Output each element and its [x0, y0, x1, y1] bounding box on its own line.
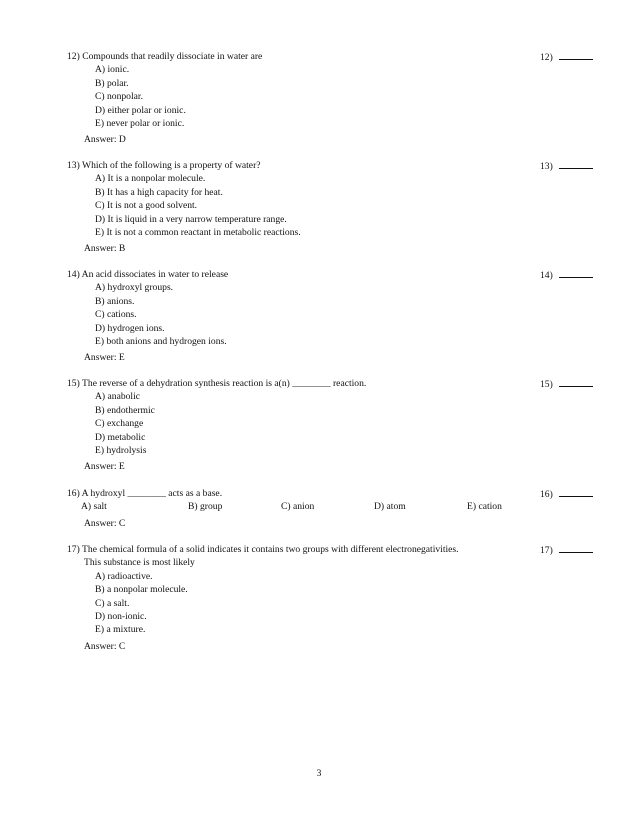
option-c: C) a salt.	[95, 597, 130, 609]
answer-blank-line	[559, 50, 593, 60]
option-d: D) non-ionic.	[95, 611, 147, 623]
option-e: E) both anions and hydrogen ions.	[95, 336, 227, 348]
question-number: 12)	[67, 51, 80, 62]
question-15	[67, 377, 602, 474]
option-a: A) It is a nonpolar molecule.	[95, 173, 206, 185]
question-text: The chemical formula of a solid indicates it contains two groups with different electronegativities.	[82, 544, 459, 555]
question-number: 16)	[67, 488, 80, 499]
option-a: A) ionic.	[95, 64, 130, 76]
option-b: B) anions.	[95, 295, 135, 307]
option-a: A) anabolic	[95, 391, 141, 403]
options-list	[67, 63, 602, 130]
answer-blank-label: 12)	[540, 50, 602, 64]
options-list	[67, 390, 602, 457]
question-number: 13)	[67, 160, 80, 171]
option-e: E) hydrolysis	[95, 445, 147, 457]
option-c: C) nonpolar.	[95, 91, 143, 103]
option-e: E) never polar or ionic.	[95, 118, 185, 130]
question-13	[67, 159, 602, 256]
page-number: 3	[316, 768, 322, 779]
option-b: B) group	[188, 501, 223, 513]
question-17	[67, 543, 602, 653]
question-number: 15)	[67, 378, 80, 389]
options-row	[67, 500, 602, 513]
answer-blank-line	[559, 268, 593, 278]
option-d: D) atom	[374, 501, 406, 513]
question-stem	[67, 543, 602, 556]
answer-blank-label: 14)	[540, 268, 602, 282]
option-a: A) hydroxyl groups.	[95, 282, 174, 294]
answer-blank-label: 17)	[540, 543, 602, 557]
option-a: A) salt	[81, 501, 107, 513]
answer-blank-line	[559, 543, 593, 553]
options-list	[67, 172, 602, 239]
question-stem	[67, 487, 602, 500]
option-c: C) exchange	[95, 418, 144, 430]
answer-blank-line	[559, 377, 593, 387]
answer-key: Answer: D	[84, 134, 126, 146]
option-a: A) radioactive.	[95, 570, 153, 582]
answer-key: Answer: C	[84, 517, 126, 529]
answer-blank-label: 16)	[540, 487, 602, 501]
option-e: E) It is not a common reactant in metabolic reactions.	[95, 227, 301, 239]
question-14	[67, 268, 602, 365]
option-d: D) either polar or ionic.	[95, 104, 186, 116]
option-d: D) metabolic	[95, 431, 146, 443]
answer-blank-line	[559, 487, 593, 497]
question-text-continued: This substance is most likely	[84, 557, 195, 569]
option-d: D) It is liquid in a very narrow temperature range.	[95, 213, 287, 225]
option-b: B) polar.	[95, 77, 129, 89]
options-list	[67, 281, 602, 348]
question-text: An acid dissociates in water to release	[81, 269, 229, 280]
answer-key: Answer: C	[84, 640, 126, 652]
question-text: Compounds that readily dissociate in water are	[82, 51, 263, 62]
question-12	[67, 50, 602, 147]
answer-blank-label: 13)	[540, 159, 602, 173]
option-e: E) a mixture.	[95, 624, 146, 636]
question-text: The reverse of a dehydration synthesis reaction is a(n) ________ reaction.	[82, 378, 367, 389]
option-c: C) cations.	[95, 309, 137, 321]
option-b: B) endothermic	[95, 404, 155, 416]
question-stem	[67, 50, 602, 63]
option-c: C) anion	[281, 501, 315, 513]
answer-key: Answer: E	[84, 461, 125, 473]
answer-key: Answer: B	[84, 243, 126, 255]
answer-blank-label: 15)	[540, 377, 602, 391]
question-number: 14)	[67, 269, 80, 280]
question-number: 17)	[67, 544, 80, 555]
question-text: Which of the following is a property of water?	[82, 160, 261, 171]
options-list	[67, 570, 602, 637]
option-c: C) It is not a good solvent.	[95, 200, 198, 212]
option-b: B) It has a high capacity for heat.	[95, 186, 223, 198]
question-text: A hydroxyl ________ acts as a base.	[81, 488, 223, 499]
question-stem	[67, 268, 602, 281]
question-stem	[67, 377, 602, 390]
answer-key: Answer: E	[84, 352, 125, 364]
option-e: E) cation	[467, 501, 502, 513]
option-b: B) a nonpolar molecule.	[95, 584, 188, 596]
answer-blank-line	[559, 159, 593, 169]
question-stem	[67, 159, 602, 172]
option-d: D) hydrogen ions.	[95, 322, 165, 334]
question-16	[67, 487, 602, 530]
